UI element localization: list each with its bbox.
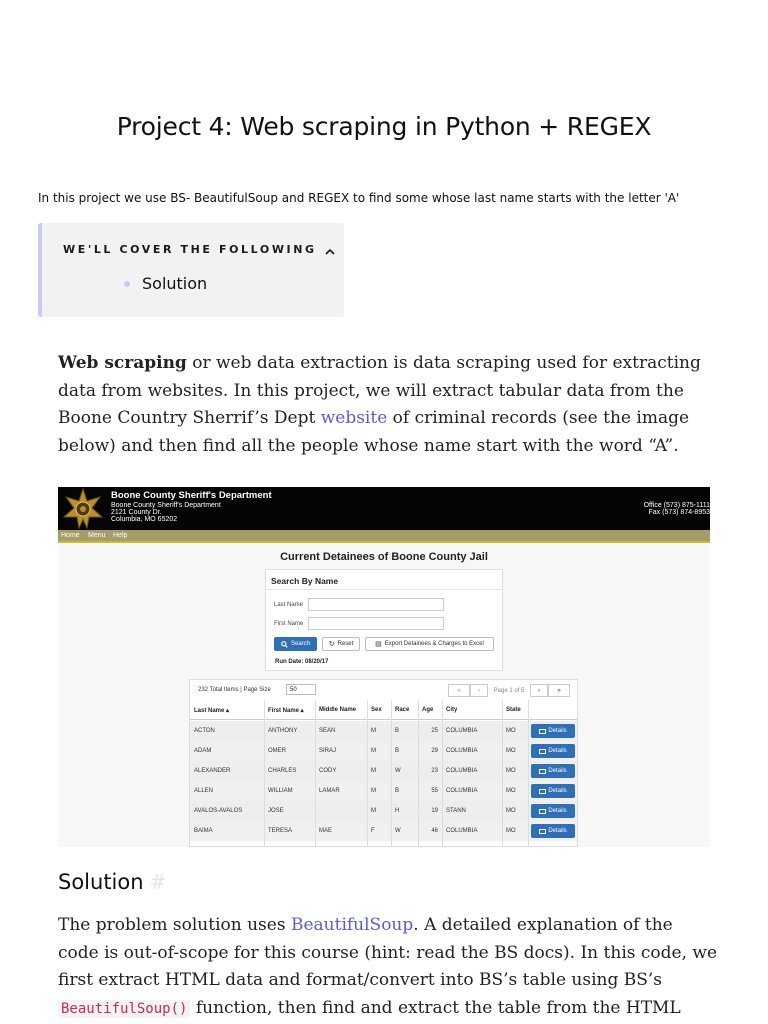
table-cell: MO: [506, 728, 516, 734]
pager: [448, 684, 570, 697]
reset-button[interactable]: [322, 637, 360, 651]
export-button-label: Export Detainees & Charges to Excel: [384, 641, 484, 647]
col-race: Race: [395, 707, 410, 713]
divider: [266, 589, 502, 590]
details-button-label: Details: [548, 768, 567, 774]
beautifulsoup-link[interactable]: BeautifulSoup: [290, 915, 414, 935]
table-cell: TERESA: [268, 828, 293, 834]
toc-toggle[interactable]: [63, 243, 335, 256]
col-last-name[interactable]: Last Name ▴: [194, 708, 230, 714]
banner-title: Boone County Sheriff's Department: [111, 490, 272, 501]
divider: [391, 700, 392, 847]
table-cell: F: [371, 828, 375, 834]
col-state: State: [506, 707, 521, 713]
paragraph-text: or web data extraction is data scraping used for extracting data from websites. In this project, we will extract tabular data from the Boone Country Sherrif’s Dept: [58, 353, 701, 428]
table-row: [190, 741, 577, 761]
banner-line: 2121 County Dr.: [111, 509, 162, 516]
page-size-input[interactable]: 50: [286, 684, 316, 695]
table-cell: MO: [506, 788, 516, 794]
search-panel: [265, 569, 503, 671]
table-cell: JOSE: [268, 808, 284, 814]
col-first-name[interactable]: First Name ▴: [268, 708, 304, 714]
table-cell: W: [395, 828, 401, 834]
intro-text: In this project we use BS- BeautifulSoup and REGEX to find some whose last name starts with the letter 'A': [38, 191, 680, 205]
section-title-text: Solution: [58, 870, 144, 894]
table-cell: SEAN: [319, 728, 336, 734]
table-cell: MAE: [319, 828, 333, 834]
table-cell: COLUMBIA: [446, 768, 478, 774]
details-button[interactable]: [531, 724, 575, 738]
table-of-contents: [38, 223, 344, 317]
details-button[interactable]: [531, 744, 575, 758]
run-date: Run Date: 08/20/17: [275, 659, 329, 665]
table-row: [190, 721, 577, 741]
table-cell: LAMAR: [319, 788, 340, 794]
table-cell: M: [371, 728, 376, 734]
details-button[interactable]: [531, 824, 575, 838]
toc-heading: WE'LL COVER THE FOLLOWING: [63, 243, 317, 256]
col-sex: Sex: [371, 707, 382, 713]
nav-help[interactable]: Help: [113, 532, 128, 539]
table-cell: W: [395, 768, 401, 774]
divider: [528, 700, 529, 847]
sheriff-star-icon: [61, 488, 105, 529]
table-cell: MO: [506, 808, 516, 814]
last-name-input[interactable]: [308, 598, 444, 611]
list-icon: [539, 749, 546, 754]
last-name-label: Last Name: [274, 602, 304, 608]
list-icon: [539, 809, 546, 814]
last-page-button[interactable]: »: [548, 684, 570, 697]
table-cell: M: [371, 788, 376, 794]
site-heading: Current Detainees of Boone County Jail: [280, 551, 488, 563]
table-row: [190, 801, 577, 821]
details-button[interactable]: [531, 764, 575, 778]
table-cell: ADAM: [194, 748, 212, 754]
table-header: [190, 700, 577, 720]
table-cell: MO: [506, 828, 516, 834]
divider: [442, 700, 443, 847]
table-cell: 19: [431, 808, 438, 814]
table-cell: 23: [431, 768, 438, 774]
paragraph-web-scraping: [58, 350, 718, 460]
col-age: Age: [422, 707, 434, 713]
nav-menu[interactable]: Menu: [88, 532, 106, 539]
table-cell: SIRAJ: [319, 748, 337, 754]
table-cell: ANTHONY: [268, 728, 298, 734]
nav-home[interactable]: Home: [61, 532, 80, 539]
page-indicator: Page 1 of 5: [493, 687, 525, 694]
next-page-button[interactable]: ›: [530, 684, 548, 697]
export-button[interactable]: [365, 637, 494, 651]
divider: [315, 700, 316, 847]
page-title: Project 4: Web scraping in Python + REGEX: [116, 112, 652, 141]
table-cell: B: [395, 728, 400, 734]
site-nav: [58, 530, 710, 543]
divider: [264, 700, 265, 847]
table-cell: BAIMA: [194, 828, 213, 834]
table-cell: WILLIAM: [268, 788, 293, 794]
search-button-label: Search: [290, 641, 310, 647]
table-cell: M: [371, 768, 376, 774]
banner-line: Columbia, MO 65202: [111, 516, 178, 523]
details-button-label: Details: [548, 828, 567, 834]
banner-line: Boone County Sheriff's Department: [111, 502, 221, 509]
prev-page-button[interactable]: ‹: [470, 684, 488, 697]
list-icon: [539, 829, 546, 834]
divider: [367, 700, 368, 847]
details-button[interactable]: [531, 804, 575, 818]
embedded-screenshot: [58, 487, 710, 847]
table-cell: MO: [506, 748, 516, 754]
col-city: City: [446, 707, 458, 713]
toc-item-label: Solution: [142, 274, 208, 293]
table-cell: ALEXANDER: [194, 768, 231, 774]
table-cell: COLUMBIA: [446, 728, 478, 734]
paragraph-text: The problem solution uses: [58, 915, 291, 935]
sheriff-banner: [58, 487, 710, 530]
table-cell: AVALOS-AVALOS: [194, 808, 243, 814]
first-name-label: First Name: [274, 621, 304, 627]
table-cell: ACTON: [194, 728, 215, 734]
section-title-solution: [58, 870, 166, 894]
first-name-input[interactable]: [308, 617, 444, 630]
table-cell: COLUMBIA: [446, 748, 478, 754]
table-cell: ALLEN: [194, 788, 214, 794]
table-row: [190, 781, 577, 801]
reset-button-label: Reset: [337, 641, 354, 647]
search-panel-title: Search By Name: [271, 576, 339, 586]
bullet-icon: [124, 281, 130, 287]
file-icon: ▤: [375, 641, 382, 648]
table-cell: B: [395, 788, 400, 794]
paragraph-text: . A detailed explanation of the code is out-of-scope for this course (hint: read the BS docs). In this code, we first extract HTML data and format/convert into BS’s table using BS’s: [58, 915, 717, 990]
paragraph-text: function, then find and extract the table from the HTML: [190, 997, 681, 1018]
table-cell: CHARLES: [268, 768, 297, 774]
list-icon: [539, 729, 546, 734]
banner-fax: Fax (573) 874-8953: [648, 509, 710, 516]
col-middle-name: Middle Name: [319, 707, 357, 713]
table-cell: 46: [431, 828, 438, 834]
search-icon: [281, 641, 288, 648]
paragraph-text: of criminal records (see the image below) and then find all the people whose name start with the word “A”.: [58, 408, 690, 456]
toc-item-solution[interactable]: [124, 274, 207, 293]
details-button-label: Details: [548, 788, 567, 794]
table-row: [190, 761, 577, 781]
banner-office-phone: Office (573) 875-1111: [643, 502, 710, 509]
bold-term: Web scraping: [58, 353, 187, 373]
site-content: [58, 544, 710, 847]
website-link[interactable]: website: [320, 408, 388, 428]
table-cell: MO: [506, 768, 516, 774]
table-cell: OMER: [268, 748, 286, 754]
table-cell: 29: [431, 748, 438, 754]
table-cell: B: [395, 748, 400, 754]
table-cell: STANN: [446, 808, 466, 814]
chevron-up-icon: [325, 247, 335, 257]
table-cell: 25: [431, 728, 438, 734]
table-cell: COLUMBIA: [446, 788, 478, 794]
paragraph-solution: [58, 912, 718, 1023]
details-button-label: Details: [548, 728, 567, 734]
table-cell: COLUMBIA: [446, 828, 478, 834]
detainee-table: [189, 679, 578, 847]
inline-code: BeautifulSoup(): [58, 1000, 190, 1018]
table-cell: M: [371, 808, 376, 814]
divider: [502, 700, 503, 847]
table-row: [190, 821, 577, 841]
refresh-icon: ↻: [328, 641, 335, 648]
table-cell: CODY: [319, 768, 337, 774]
table-cell: M: [371, 748, 376, 754]
list-icon: [539, 789, 546, 794]
total-items: 232 Total Items | Page Size: [198, 687, 271, 693]
anchor-link[interactable]: #: [149, 870, 167, 894]
first-page-button[interactable]: «: [448, 684, 470, 697]
details-button[interactable]: [531, 784, 575, 798]
search-button[interactable]: [274, 637, 317, 651]
list-icon: [539, 769, 546, 774]
table-cell: H: [395, 808, 400, 814]
table-cell: 55: [431, 788, 438, 794]
details-button-label: Details: [548, 808, 567, 814]
details-button-label: Details: [548, 748, 567, 754]
divider: [418, 700, 419, 847]
